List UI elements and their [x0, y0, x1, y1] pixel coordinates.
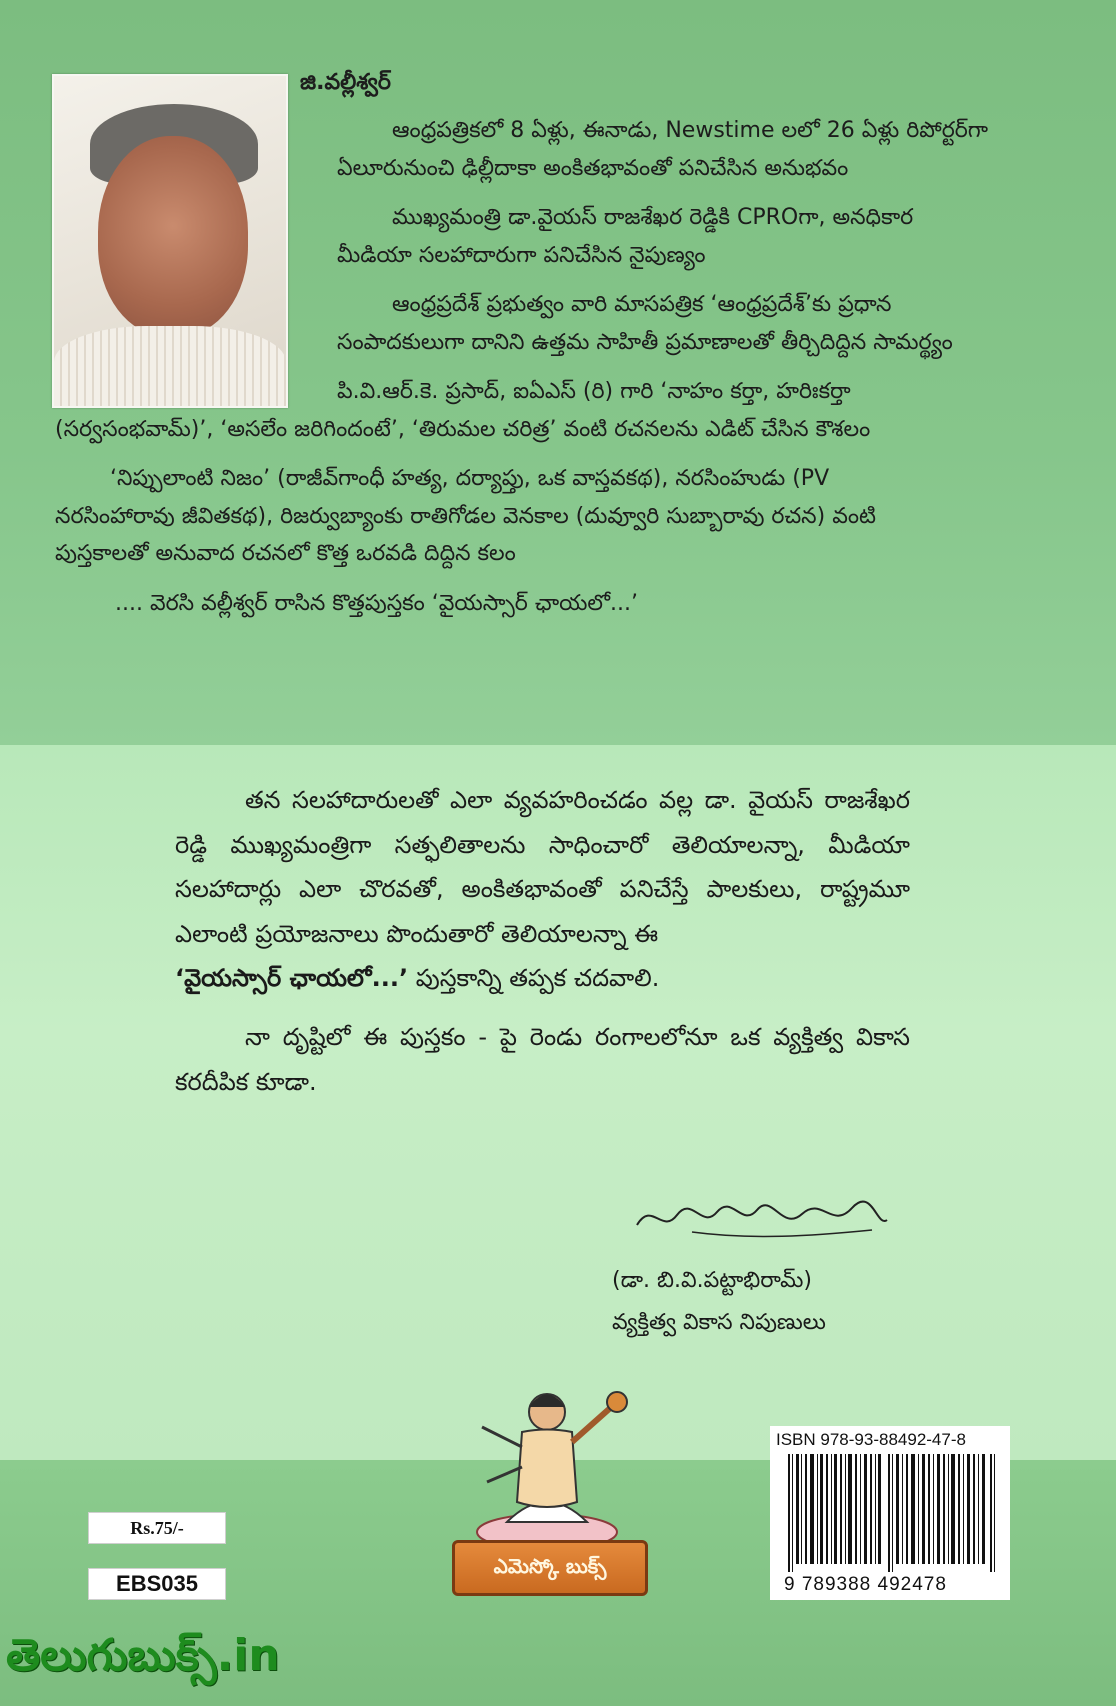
review-text — [175, 778, 910, 1118]
author-name: జి.వల్లీశ్వర్ — [300, 70, 391, 95]
isbn-label: ISBN 978-93-88492-47-8 — [776, 1430, 966, 1449]
bio-line: ‘నిప్పులాంటి నిజం’ (రాజీవ్‌గాంధీ హత్య, దర్యాప్తు, ఒక వాస్తవకథ), నరసింహుడు (PV — [110, 466, 830, 491]
bio-line: (సర్వసంభవామ్)’, ‘అసలేం జరిగిందంటే’, ‘తిరుమల చరిత్ర’ వంటి రచనలను ఎడిట్ చేసిన కౌశలం — [55, 416, 871, 442]
reviewer-title: వ్యక్తిత్వ వికాస నిపుణులు — [612, 1310, 826, 1335]
site-watermark: తెలుగుబుక్స్.in — [6, 1630, 280, 1681]
author-bio — [55, 112, 1035, 634]
bio-line: పుస్తకాలతో అనువాద రచనలో కొత్త ఒరవడి దిద్దిన కలం — [55, 541, 516, 566]
bio-line: సంపాదకులుగా దానిని ఉత్తమ సాహితీ ప్రమాణాలతో తీర్చిదిద్దిన సామర్థ్యం — [337, 329, 953, 355]
review-book-title: ‘వైయస్సార్ ఛాయలో...’ — [175, 964, 409, 993]
bio-line: నరసింహారావు జీవితకథ), రిజర్వుబ్యాంకు రాతిగోడల వెనకాల (దువ్వూరి సుబ్బారావు రచన) వంటి — [55, 503, 876, 529]
book-code: EBS035 — [88, 1568, 226, 1600]
review-paragraph: నా దృష్టిలో ఈ పుస్తకం - పై రెండు రంగాలలోనూ ఒక వ్యక్తిత్వ వికాస కరదీపిక కూడా. — [175, 1022, 910, 1096]
bio-line: ఆంధ్రపత్రికలో 8 ఏళ్లు, ఈనాడు, Newstime లలో 26 ఏళ్లు రిపోర్టర్‌గా — [392, 118, 989, 143]
bio-line: మీడియా సలహాదారుగా పనిచేసిన నైపుణ్యం — [337, 242, 706, 268]
isbn-barcode-box — [770, 1426, 1010, 1600]
review-para1-end: పుస్తకాన్ని తప్పక చదవాలి. — [408, 964, 660, 993]
signature-scrawl — [632, 1190, 892, 1250]
bio-line: .... వెరసి వల్లీశ్వర్ రాసిన కొత్తపుస్తకం ‘వైయస్సార్ ఛాయలో...’ — [115, 590, 638, 616]
reviewer-name: (డా. బి.వి.పట్టాభిరామ్) — [612, 1268, 812, 1293]
barcode-icon — [788, 1454, 996, 1572]
bio-line: ఏలూరునుంచి ఢిల్లీదాకా అంకితభావంతో పనిచేసిన అనుభవం — [337, 155, 849, 181]
publisher-label: ఎమెస్కో బుక్స్ — [452, 1540, 648, 1596]
price-tag: Rs.75/- — [88, 1512, 226, 1544]
review-paragraph — [175, 778, 910, 1001]
bio-line: ఆంధ్రప్రదేశ్ ప్రభుత్వం వారి మాసపత్రిక ‘ఆంధ్రప్రదేశ్’కు ప్రధాన — [392, 292, 892, 317]
bio-line: పి.వి.ఆర్.కె. ప్రసాద్, ఐఏఎస్ (రి) గారి ‘నాహం కర్తా, హరిఃకర్తా — [337, 379, 851, 404]
bio-line: ముఖ్యమంత్రి డా.వైయస్ రాజశేఖర రెడ్డికి CPROగా, అనధికార — [392, 205, 914, 230]
barcode-number: 9 789388 492478 — [784, 1574, 947, 1595]
review-para1: తన సలహాదారులతో ఎలా వ్యవహరించడం వల్ల డా. వైయస్ రాజశేఖర రెడ్డి ముఖ్యమంత్రిగా సత్ఫలితాలను సాధించారో తెలియాలన్నా, మీడియా సలహాదార్లు ఎలా చొరవతో, అంకితభావంతో పనిచేస్తే పాలకులు, రాష్ట్రమూ ఎలాంటి ప్రయోజనాలు పొందుతారో తెలియాలన్నా ఈ — [175, 786, 910, 948]
